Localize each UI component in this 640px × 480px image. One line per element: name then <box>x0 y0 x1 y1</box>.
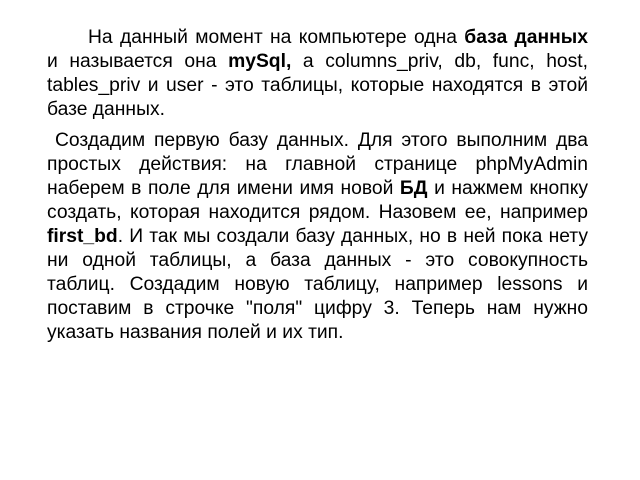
text: и называется она <box>47 51 229 72</box>
text: а columns_priv, db, func, host, tables_priv и user - это таблицы, которые находятся в этой базе данных. <box>47 51 588 120</box>
paragraph-database-intro <box>47 26 588 122</box>
bold-term: first_bd <box>47 226 118 247</box>
text: Создадим первую базу данных. Для этого выполним два простых действия: на главной странице phpMyAdmin наберем в поле для имени имя новой <box>47 130 588 199</box>
bold-term: БД <box>399 178 428 199</box>
text: и нажмем кнопку создать, которая находится рядом. Назовем ее, например <box>47 178 588 223</box>
document-body <box>47 26 588 345</box>
text: На данный момент на компьютере одна <box>88 27 465 48</box>
bold-term: база данных <box>464 27 588 48</box>
paragraph-create-database <box>47 129 588 345</box>
bold-term: mySql, <box>228 51 292 72</box>
text: . И так мы создали базу данных, но в ней пока нету ни одной таблицы, а база данных - это совокупность таблиц. Создадим новую таблицу, например lessons и поставим в строчке "поля" цифру 3. Теперь нам нужно указать названия полей и их тип. <box>47 226 588 343</box>
